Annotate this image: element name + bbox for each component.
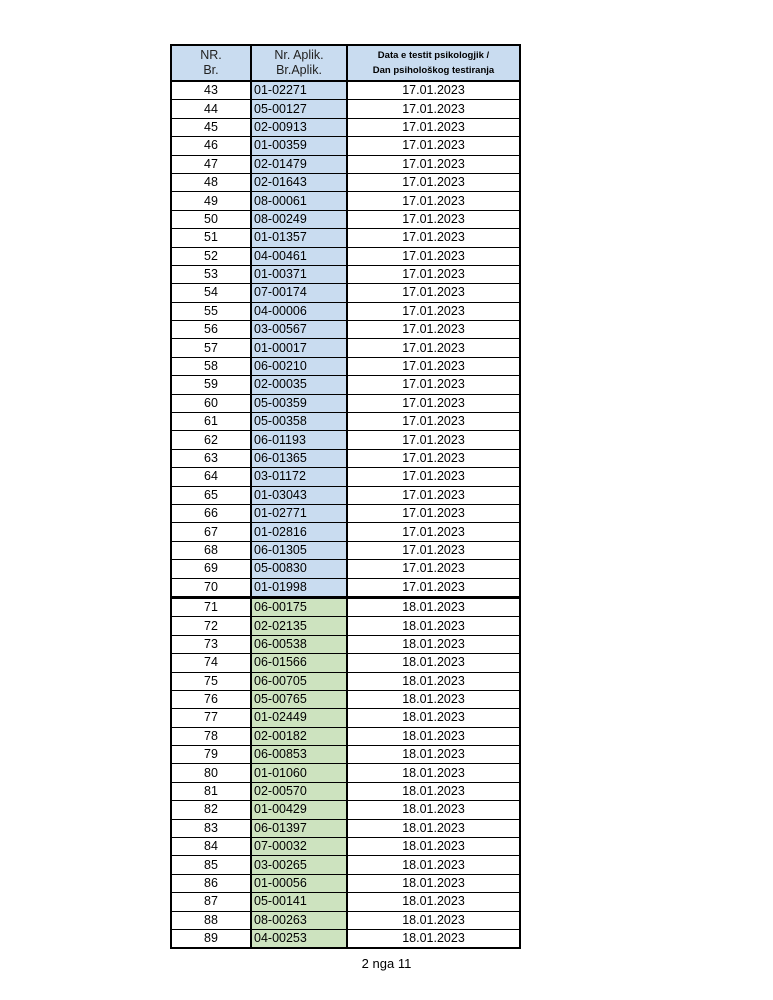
application-number-cell: 06-01365 [251, 449, 347, 467]
application-number-cell: 01-02271 [251, 81, 347, 100]
table-row [171, 413, 520, 431]
application-number-cell: 01-03043 [251, 486, 347, 504]
table-row [171, 192, 520, 210]
table-row [171, 929, 520, 948]
row-number-cell: 88 [171, 911, 251, 929]
table-row [171, 137, 520, 155]
row-number-cell: 53 [171, 265, 251, 283]
test-date-cell: 18.01.2023 [347, 709, 520, 727]
row-number-cell: 64 [171, 468, 251, 486]
row-number-cell: 77 [171, 709, 251, 727]
row-number-cell: 45 [171, 118, 251, 136]
table-row [171, 468, 520, 486]
application-number-cell: 01-00429 [251, 801, 347, 819]
row-number-cell: 82 [171, 801, 251, 819]
table-row [171, 118, 520, 136]
header-application-number [251, 45, 347, 81]
table-row [171, 874, 520, 892]
test-date-cell: 18.01.2023 [347, 690, 520, 708]
application-number-cell: 08-00061 [251, 192, 347, 210]
application-number-cell: 05-00765 [251, 690, 347, 708]
application-number-cell: 01-01357 [251, 229, 347, 247]
row-number-cell: 79 [171, 746, 251, 764]
row-number-cell: 52 [171, 247, 251, 265]
table-row [171, 911, 520, 929]
test-date-cell: 17.01.2023 [347, 523, 520, 541]
table-row [171, 578, 520, 597]
table-row [171, 523, 520, 541]
row-number-cell: 71 [171, 597, 251, 616]
table-row [171, 486, 520, 504]
application-number-cell: 04-00253 [251, 929, 347, 948]
application-number-cell: 01-00359 [251, 137, 347, 155]
table-row [171, 302, 520, 320]
application-number-cell: 01-02816 [251, 523, 347, 541]
application-number-cell: 02-01479 [251, 155, 347, 173]
test-date-cell: 17.01.2023 [347, 413, 520, 431]
test-date-cell: 18.01.2023 [347, 801, 520, 819]
row-number-cell: 61 [171, 413, 251, 431]
table-row [171, 229, 520, 247]
row-number-cell: 48 [171, 173, 251, 191]
table-row [171, 560, 520, 578]
application-number-cell: 06-01305 [251, 541, 347, 559]
row-number-cell: 80 [171, 764, 251, 782]
header-nr [171, 45, 251, 81]
row-number-cell: 57 [171, 339, 251, 357]
row-number-cell: 68 [171, 541, 251, 559]
row-number-cell: 76 [171, 690, 251, 708]
test-date-cell: 17.01.2023 [347, 100, 520, 118]
test-date-cell: 17.01.2023 [347, 504, 520, 522]
test-date-cell: 18.01.2023 [347, 746, 520, 764]
test-date-cell: 18.01.2023 [347, 819, 520, 837]
application-number-cell: 06-00853 [251, 746, 347, 764]
row-number-cell: 78 [171, 727, 251, 745]
application-number-cell: 04-00006 [251, 302, 347, 320]
application-number-cell: 04-00461 [251, 247, 347, 265]
row-number-cell: 72 [171, 617, 251, 635]
table-header-row [171, 45, 520, 81]
row-number-cell: 58 [171, 357, 251, 375]
row-number-cell: 81 [171, 782, 251, 800]
table-row [171, 727, 520, 745]
application-number-cell: 01-01060 [251, 764, 347, 782]
test-date-cell: 17.01.2023 [347, 376, 520, 394]
application-number-cell: 02-00913 [251, 118, 347, 136]
row-number-cell: 85 [171, 856, 251, 874]
application-number-cell: 02-00570 [251, 782, 347, 800]
test-date-cell: 18.01.2023 [347, 893, 520, 911]
application-number-cell: 07-00174 [251, 284, 347, 302]
row-number-cell: 70 [171, 578, 251, 597]
test-date-cell: 17.01.2023 [347, 137, 520, 155]
table-row [171, 173, 520, 191]
test-date-cell: 18.01.2023 [347, 672, 520, 690]
header-nr-line-1: NR. [200, 48, 222, 62]
application-number-cell: 03-00567 [251, 321, 347, 339]
application-number-cell: 05-00358 [251, 413, 347, 431]
row-number-cell: 54 [171, 284, 251, 302]
row-number-cell: 50 [171, 210, 251, 228]
test-date-cell: 18.01.2023 [347, 727, 520, 745]
table-row [171, 654, 520, 672]
application-number-cell: 06-01566 [251, 654, 347, 672]
table-row [171, 893, 520, 911]
applicant-schedule-table [170, 44, 521, 949]
table-row [171, 376, 520, 394]
application-number-cell: 01-01998 [251, 578, 347, 597]
application-number-cell: 01-00017 [251, 339, 347, 357]
row-number-cell: 59 [171, 376, 251, 394]
row-number-cell: 65 [171, 486, 251, 504]
test-date-cell: 18.01.2023 [347, 764, 520, 782]
test-date-cell: 18.01.2023 [347, 782, 520, 800]
table-row [171, 690, 520, 708]
table-row [171, 672, 520, 690]
application-number-cell: 02-01643 [251, 173, 347, 191]
row-number-cell: 73 [171, 635, 251, 653]
application-number-cell: 01-00056 [251, 874, 347, 892]
test-date-cell: 18.01.2023 [347, 838, 520, 856]
test-date-cell: 17.01.2023 [347, 486, 520, 504]
page-number: 2 nga 11 [361, 956, 412, 971]
test-date-cell: 17.01.2023 [347, 81, 520, 100]
table-row [171, 856, 520, 874]
application-number-cell: 05-00830 [251, 560, 347, 578]
table-row [171, 635, 520, 653]
row-number-cell: 75 [171, 672, 251, 690]
row-number-cell: 86 [171, 874, 251, 892]
test-date-cell: 17.01.2023 [347, 173, 520, 191]
table-row [171, 746, 520, 764]
application-number-cell: 02-02135 [251, 617, 347, 635]
test-date-cell: 18.01.2023 [347, 874, 520, 892]
header-date-line-2: Dan psihološkog testiranja [372, 65, 495, 76]
application-number-cell: 01-00371 [251, 265, 347, 283]
header-app-line-2: Br.Aplik. [276, 63, 322, 77]
header-test-date [347, 45, 520, 81]
application-number-cell: 07-00032 [251, 838, 347, 856]
table-row [171, 284, 520, 302]
table-row [171, 100, 520, 118]
table-row [171, 617, 520, 635]
table-row [171, 504, 520, 522]
test-date-cell: 17.01.2023 [347, 284, 520, 302]
application-number-cell: 02-00182 [251, 727, 347, 745]
row-number-cell: 44 [171, 100, 251, 118]
application-number-cell: 06-00705 [251, 672, 347, 690]
table-row [171, 339, 520, 357]
test-date-cell: 18.01.2023 [347, 617, 520, 635]
application-number-cell: 08-00263 [251, 911, 347, 929]
application-number-cell: 06-00175 [251, 597, 347, 616]
table-row [171, 265, 520, 283]
row-number-cell: 43 [171, 81, 251, 100]
test-date-cell: 17.01.2023 [347, 265, 520, 283]
header-date-line-1: Data e testit psikologjik / [377, 50, 490, 61]
test-date-cell: 17.01.2023 [347, 302, 520, 320]
test-date-cell: 18.01.2023 [347, 597, 520, 616]
header-app-line-1: Nr. Aplik. [274, 48, 324, 62]
row-number-cell: 46 [171, 137, 251, 155]
application-number-cell: 02-00035 [251, 376, 347, 394]
row-number-cell: 87 [171, 893, 251, 911]
table-row [171, 801, 520, 819]
test-date-cell: 17.01.2023 [347, 431, 520, 449]
application-number-cell: 01-02771 [251, 504, 347, 522]
table-row [171, 394, 520, 412]
test-date-cell: 17.01.2023 [347, 321, 520, 339]
test-date-cell: 18.01.2023 [347, 911, 520, 929]
table-row [171, 210, 520, 228]
table-row [171, 764, 520, 782]
row-number-cell: 84 [171, 838, 251, 856]
application-number-cell: 08-00249 [251, 210, 347, 228]
test-date-cell: 17.01.2023 [347, 210, 520, 228]
test-date-cell: 17.01.2023 [347, 339, 520, 357]
table-row [171, 155, 520, 173]
test-date-cell: 17.01.2023 [347, 192, 520, 210]
test-date-cell: 18.01.2023 [347, 929, 520, 948]
table-row [171, 449, 520, 467]
application-number-cell: 01-02449 [251, 709, 347, 727]
row-number-cell: 56 [171, 321, 251, 339]
application-number-cell: 06-00538 [251, 635, 347, 653]
test-date-cell: 17.01.2023 [347, 118, 520, 136]
test-date-cell: 17.01.2023 [347, 541, 520, 559]
table-row [171, 838, 520, 856]
header-nr-line-2: Br. [203, 63, 219, 77]
row-number-cell: 60 [171, 394, 251, 412]
row-number-cell: 66 [171, 504, 251, 522]
row-number-cell: 55 [171, 302, 251, 320]
table-row [171, 247, 520, 265]
table-row [171, 357, 520, 375]
table-row [171, 321, 520, 339]
row-number-cell: 63 [171, 449, 251, 467]
application-number-cell: 06-00210 [251, 357, 347, 375]
row-number-cell: 49 [171, 192, 251, 210]
row-number-cell: 69 [171, 560, 251, 578]
table-row [171, 541, 520, 559]
application-number-cell: 05-00141 [251, 893, 347, 911]
test-date-cell: 18.01.2023 [347, 635, 520, 653]
test-date-cell: 17.01.2023 [347, 229, 520, 247]
application-number-cell: 06-01397 [251, 819, 347, 837]
application-number-cell: 05-00127 [251, 100, 347, 118]
table-row [171, 431, 520, 449]
test-date-cell: 17.01.2023 [347, 247, 520, 265]
table-row [171, 597, 520, 616]
row-number-cell: 67 [171, 523, 251, 541]
row-number-cell: 47 [171, 155, 251, 173]
table-row [171, 81, 520, 100]
application-number-cell: 05-00359 [251, 394, 347, 412]
application-number-cell: 03-01172 [251, 468, 347, 486]
table-row [171, 819, 520, 837]
test-date-cell: 17.01.2023 [347, 449, 520, 467]
test-date-cell: 17.01.2023 [347, 357, 520, 375]
row-number-cell: 74 [171, 654, 251, 672]
table-row [171, 782, 520, 800]
row-number-cell: 62 [171, 431, 251, 449]
application-number-cell: 06-01193 [251, 431, 347, 449]
test-date-cell: 17.01.2023 [347, 578, 520, 597]
application-number-cell: 03-00265 [251, 856, 347, 874]
test-date-cell: 18.01.2023 [347, 654, 520, 672]
row-number-cell: 83 [171, 819, 251, 837]
test-date-cell: 17.01.2023 [347, 394, 520, 412]
row-number-cell: 89 [171, 929, 251, 948]
test-date-cell: 17.01.2023 [347, 560, 520, 578]
row-number-cell: 51 [171, 229, 251, 247]
test-date-cell: 17.01.2023 [347, 468, 520, 486]
test-date-cell: 17.01.2023 [347, 155, 520, 173]
test-date-cell: 18.01.2023 [347, 856, 520, 874]
table-row [171, 709, 520, 727]
